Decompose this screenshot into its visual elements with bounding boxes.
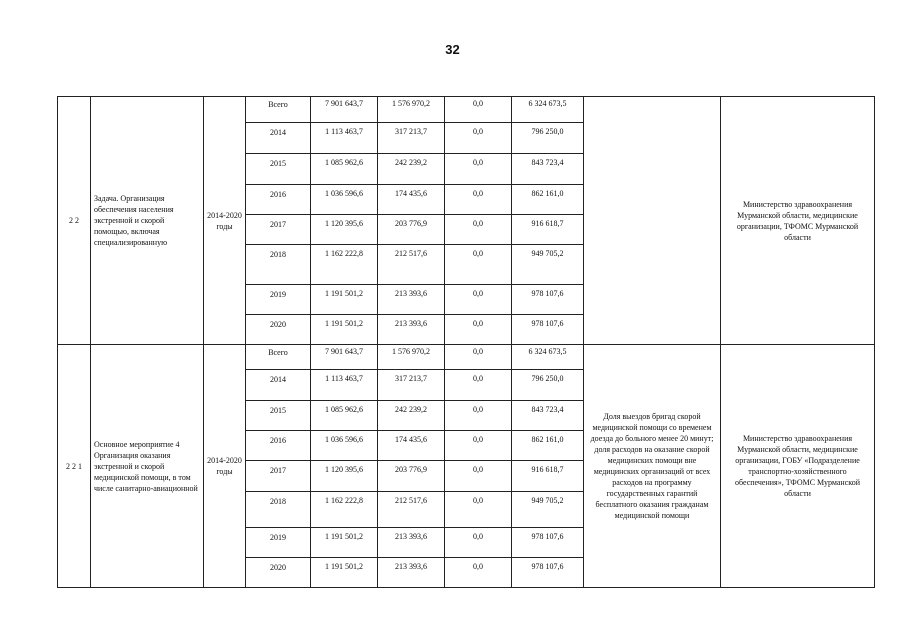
regional-budget-cell: 212 517,6 bbox=[378, 492, 445, 528]
total-cell: 1 120 395,6 bbox=[311, 215, 378, 245]
federal-budget-cell: 0,0 bbox=[445, 401, 512, 431]
regional-budget-cell: 213 393,6 bbox=[378, 315, 445, 345]
regional-budget-cell: 242 239,2 bbox=[378, 154, 445, 185]
total-cell: 1 036 596,6 bbox=[311, 431, 378, 461]
tfoms-budget-cell: 949 705,2 bbox=[512, 492, 584, 528]
year-cell: 2016 bbox=[246, 185, 311, 215]
year-cell: 2014 bbox=[246, 370, 311, 401]
total-cell: 1 036 596,6 bbox=[311, 185, 378, 215]
total-cell: 1 085 962,6 bbox=[311, 154, 378, 185]
tfoms-budget-cell: 862 161,0 bbox=[512, 431, 584, 461]
regional-budget-cell: 174 435,6 bbox=[378, 431, 445, 461]
total-cell: 1 162 222,8 bbox=[311, 245, 378, 285]
federal-budget-cell: 0,0 bbox=[445, 285, 512, 315]
total-cell: 7 901 643,7 bbox=[311, 97, 378, 123]
year-cell: 2014 bbox=[246, 123, 311, 154]
year-cell: Всего bbox=[246, 97, 311, 123]
year-cell: 2019 bbox=[246, 528, 311, 558]
year-cell: 2018 bbox=[246, 492, 311, 528]
total-cell: 1 120 395,6 bbox=[311, 461, 378, 492]
federal-budget-cell: 0,0 bbox=[445, 215, 512, 245]
executors: Министерство здравоохранения Мурманской области, медицинские организации, ТФОМС Мурманской области bbox=[721, 97, 875, 345]
federal-budget-cell: 0,0 bbox=[445, 245, 512, 285]
tfoms-budget-cell: 862 161,0 bbox=[512, 185, 584, 215]
year-cell: 2015 bbox=[246, 154, 311, 185]
federal-budget-cell: 0,0 bbox=[445, 528, 512, 558]
target-indicator: Доля выездов бригад скорой медицинской помощи со временем доезда до больного менее 20 минут; доля расходов на оказание скорой медицинских помощи вне медицинских организаций от всех расходов на программу государственных гарантий бесплатного оказания гражданам медицинской помощи bbox=[584, 345, 721, 588]
tfoms-budget-cell: 6 324 673,5 bbox=[512, 97, 584, 123]
section-name: Задача. Организация обеспечения населения экстренной и скорой помощью, включая специализированную bbox=[91, 97, 204, 345]
federal-budget-cell: 0,0 bbox=[445, 558, 512, 588]
tfoms-budget-cell: 6 324 673,5 bbox=[512, 345, 584, 370]
year-cell: 2015 bbox=[246, 401, 311, 431]
total-cell: 1 113 463,7 bbox=[311, 123, 378, 154]
federal-budget-cell: 0,0 bbox=[445, 370, 512, 401]
total-cell: 1 191 501,2 bbox=[311, 528, 378, 558]
tfoms-budget-cell: 843 723,4 bbox=[512, 401, 584, 431]
regional-budget-cell: 213 393,6 bbox=[378, 528, 445, 558]
total-cell: 1 191 501,2 bbox=[311, 285, 378, 315]
tfoms-budget-cell: 916 618,7 bbox=[512, 461, 584, 492]
regional-budget-cell: 1 576 970,2 bbox=[378, 97, 445, 123]
budget-table bbox=[57, 96, 875, 588]
section-period: 2014-2020 годы bbox=[204, 97, 246, 345]
section-code: 2 2 1 bbox=[58, 345, 91, 588]
year-cell: 2019 bbox=[246, 285, 311, 315]
federal-budget-cell: 0,0 bbox=[445, 185, 512, 215]
year-cell: 2020 bbox=[246, 315, 311, 345]
tfoms-budget-cell: 843 723,4 bbox=[512, 154, 584, 185]
tfoms-budget-cell: 978 107,6 bbox=[512, 528, 584, 558]
regional-budget-cell: 1 576 970,2 bbox=[378, 345, 445, 370]
tfoms-budget-cell: 978 107,6 bbox=[512, 285, 584, 315]
federal-budget-cell: 0,0 bbox=[445, 431, 512, 461]
tfoms-budget-cell: 796 250,0 bbox=[512, 123, 584, 154]
federal-budget-cell: 0,0 bbox=[445, 97, 512, 123]
section-name: Основное мероприятие 4 Организация оказания экстренной и скорой медицинской помощи, в том числе санитарно-авиационной bbox=[91, 345, 204, 588]
table-row bbox=[58, 97, 875, 123]
tfoms-budget-cell: 916 618,7 bbox=[512, 215, 584, 245]
section-code: 2 2 bbox=[58, 97, 91, 345]
year-cell: 2017 bbox=[246, 461, 311, 492]
year-cell: 2017 bbox=[246, 215, 311, 245]
total-cell: 1 085 962,6 bbox=[311, 401, 378, 431]
regional-budget-cell: 174 435,6 bbox=[378, 185, 445, 215]
total-cell: 1 191 501,2 bbox=[311, 558, 378, 588]
tfoms-budget-cell: 978 107,6 bbox=[512, 558, 584, 588]
total-cell: 1 191 501,2 bbox=[311, 315, 378, 345]
total-cell: 7 901 643,7 bbox=[311, 345, 378, 370]
target-indicator bbox=[584, 97, 721, 345]
regional-budget-cell: 212 517,6 bbox=[378, 245, 445, 285]
year-cell: Всего bbox=[246, 345, 311, 370]
tfoms-budget-cell: 949 705,2 bbox=[512, 245, 584, 285]
page-number: 32 bbox=[445, 42, 460, 57]
total-cell: 1 162 222,8 bbox=[311, 492, 378, 528]
year-cell: 2018 bbox=[246, 245, 311, 285]
regional-budget-cell: 317 213,7 bbox=[378, 123, 445, 154]
tfoms-budget-cell: 796 250,0 bbox=[512, 370, 584, 401]
executors: Министерство здравоохранения Мурманской области, медицинские организации, ГОБУ «Подразделение транспортно-хозяйственного обеспечения», ТФОМС Мурманской области bbox=[721, 345, 875, 588]
regional-budget-cell: 203 776,9 bbox=[378, 461, 445, 492]
federal-budget-cell: 0,0 bbox=[445, 345, 512, 370]
regional-budget-cell: 317 213,7 bbox=[378, 370, 445, 401]
federal-budget-cell: 0,0 bbox=[445, 461, 512, 492]
total-cell: 1 113 463,7 bbox=[311, 370, 378, 401]
federal-budget-cell: 0,0 bbox=[445, 492, 512, 528]
regional-budget-cell: 242 239,2 bbox=[378, 401, 445, 431]
regional-budget-cell: 213 393,6 bbox=[378, 558, 445, 588]
table-row bbox=[58, 345, 875, 370]
regional-budget-cell: 213 393,6 bbox=[378, 285, 445, 315]
budget-table-body bbox=[58, 97, 875, 588]
section-period: 2014-2020 годы bbox=[204, 345, 246, 588]
federal-budget-cell: 0,0 bbox=[445, 315, 512, 345]
year-cell: 2020 bbox=[246, 558, 311, 588]
federal-budget-cell: 0,0 bbox=[445, 154, 512, 185]
regional-budget-cell: 203 776,9 bbox=[378, 215, 445, 245]
federal-budget-cell: 0,0 bbox=[445, 123, 512, 154]
year-cell: 2016 bbox=[246, 431, 311, 461]
tfoms-budget-cell: 978 107,6 bbox=[512, 315, 584, 345]
